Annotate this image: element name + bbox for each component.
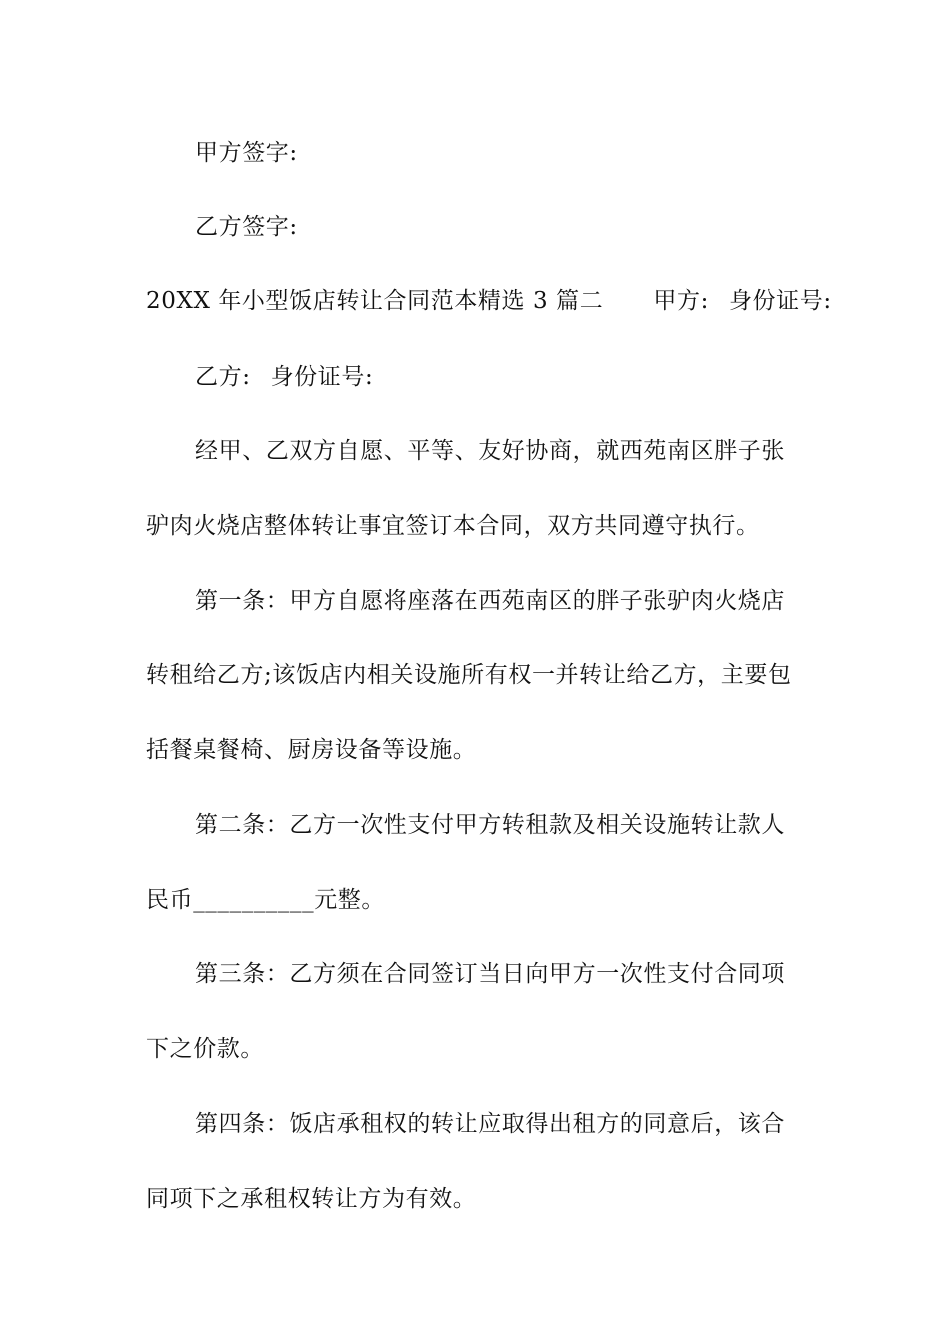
party-a-signature-line: 甲方签字: [195,140,298,166]
article-2-line-1: 第二条：乙方一次性支付甲方转租款及相关设施转让款人 [195,812,785,838]
document-title-line [146,286,832,316]
preamble-line-1: 经甲、乙双方自愿、平等、友好协商，就西苑南区胖子张 [195,438,785,464]
article-3-line-1: 第三条：乙方须在合同签订当日向甲方一次性支付合同项 [195,961,785,987]
party-b-label: 乙方: [195,364,251,390]
party-b-signature-line: 乙方签字: [195,214,298,240]
article-1-line-1: 第一条：甲方自愿将座落在西苑南区的胖子张驴肉火烧店 [195,588,785,614]
article-3-line-2: 下之价款。 [146,1036,264,1062]
party-b-line [195,362,865,392]
article-4-line-2: 同项下之承租权转让方为有效。 [146,1186,477,1212]
article-2-line-2: 民币__________元整。 [146,887,385,913]
party-a-id-label: 身份证号: [728,288,832,314]
article-1-line-2: 转租给乙方;该饭店内相关设施所有权一并转让给乙方，主要包 [146,662,792,688]
article-1-line-3: 括餐桌餐椅、厨房设备等设施。 [146,737,477,763]
party-a-label: 甲方: [653,288,709,314]
document-title: 20XX 年小型饭店转让合同范本精选 3 篇二 [146,288,604,314]
party-b-id-label: 身份证号: [270,364,374,390]
article-4-line-1: 第四条：饭店承租权的转让应取得出租方的同意后，该合 [195,1111,785,1137]
preamble-line-2: 驴肉火烧店整体转让事宜签订本合同，双方共同遵守执行。 [146,513,760,539]
